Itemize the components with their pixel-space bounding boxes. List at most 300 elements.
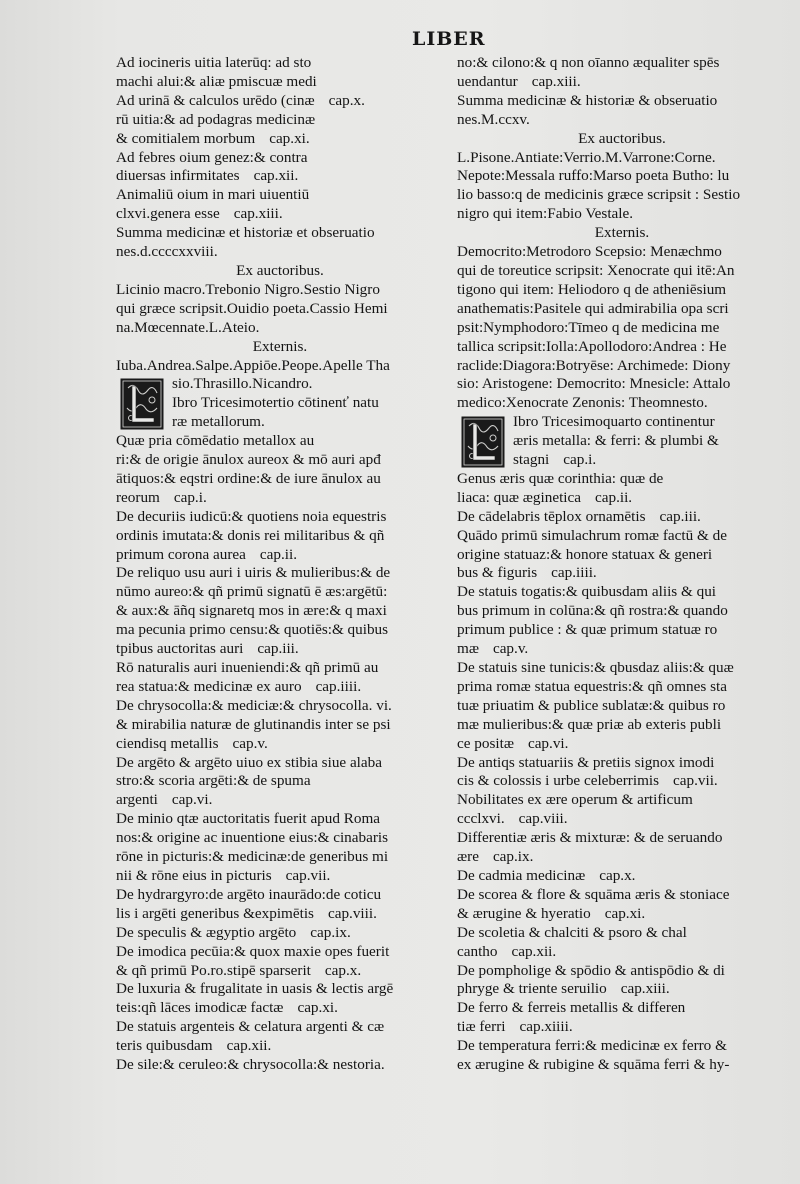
line-text: Iuba.Andrea.Salpe.Appiōe.Peope.Apelle Tha: [116, 356, 390, 374]
chapter-reference: cap.v.: [492, 640, 529, 658]
line-text: tpibus auctoritas auri: [116, 640, 244, 658]
index-entry: [457, 886, 787, 905]
chapter-reference: cap.xi.: [604, 904, 646, 922]
index-entry: [116, 167, 444, 186]
line-text: ex ærugine & rubigine & squāma ferri & hy-: [457, 1056, 730, 1074]
text-line: [116, 527, 444, 546]
line-text: nos:& origine ac inuentione eius:& cinabaris: [116, 829, 389, 847]
text-line: [457, 243, 787, 262]
index-entry: [116, 640, 444, 659]
chapter-reference: cap.ii.: [259, 545, 297, 563]
text-line: [457, 527, 787, 546]
line-text: argenti: [116, 791, 158, 809]
text-line: [116, 300, 444, 319]
text-line: [457, 583, 787, 602]
line-text: Summa medicinæ et historiæ et obseruatio: [116, 224, 375, 242]
text-line: [116, 602, 444, 621]
text-line: [457, 735, 787, 754]
line-text: ciendisq metallis: [116, 734, 219, 752]
line-text: De statuis sine tunicis:& qbusdaz aliis:& quæ: [457, 659, 734, 676]
chapter-reference: cap.xii.: [226, 1037, 272, 1055]
chapter-reference: cap.vi.: [527, 734, 569, 752]
text-line: [457, 546, 787, 565]
line-text: sio.Thrasillo.Nicandro.: [172, 375, 313, 393]
line-text: æris metalla: & ferri: & plumbi &: [513, 432, 719, 450]
index-entry: [116, 735, 444, 754]
index-entry: [457, 980, 787, 999]
text-line: [116, 905, 444, 924]
text-line: [116, 848, 444, 867]
index-entry: [116, 980, 444, 999]
line-text: De hydrargyro:de argēto inaurādo:de coticu: [116, 885, 382, 903]
text-line: [457, 886, 787, 905]
text-line: [457, 394, 787, 413]
line-text: Ibro Tricesimoquarto continentur: [513, 413, 715, 431]
section-heading: Externis.: [594, 224, 650, 242]
chapter-reference: cap.iiii.: [315, 677, 362, 695]
text-line: [116, 924, 444, 943]
chapter-reference: cap.x.: [328, 91, 365, 109]
text-line: [116, 943, 444, 962]
text-line: [457, 1037, 787, 1056]
text-line: [116, 149, 444, 168]
line-text: De cadmia medicinæ: [457, 866, 586, 884]
index-entry: [457, 659, 787, 735]
line-text: ri:& de origie ānulox aureox & mō auri apđ: [116, 451, 381, 469]
line-text: mæ: [457, 640, 479, 658]
line-text: & ærugine & hyeratio: [457, 904, 591, 922]
text-line: [116, 451, 444, 470]
line-text: De argēto & argēto uiuo ex stibia siue alaba: [116, 753, 382, 771]
book-heading: [457, 413, 787, 470]
text-line: [457, 300, 787, 319]
text-line: [457, 357, 787, 376]
index-entry: [457, 1018, 787, 1037]
line-text: nii & rōne eius in picturis: [116, 866, 272, 884]
text-line: [457, 602, 787, 621]
line-text: ære: [457, 848, 479, 866]
index-entry: [116, 432, 444, 489]
line-text: Quādo primū simulachrum romæ factū & de: [457, 526, 727, 544]
index-entry: [116, 697, 444, 735]
line-text: rū uitia:& ad podagras medicinæ: [116, 110, 316, 128]
line-text: Ad iocineris uitia laterūq: ad sto: [116, 54, 312, 71]
line-text: tigono qui item: Heliodoro q de atheniēsium: [457, 280, 727, 298]
line-text: Summa medicinæ & historiæ & obseruatio: [457, 91, 718, 109]
text-line: [116, 92, 444, 111]
text-line: [116, 564, 444, 583]
line-text: & comitialem morbum: [116, 129, 256, 147]
line-text: nes.M.ccxv.: [457, 110, 530, 128]
line-text: sio: Aristogene: Democrito: Mnesicle: Attalo: [457, 375, 731, 393]
line-text: nigro qui item:Fabio Vestale.: [457, 205, 634, 223]
text-line: [457, 319, 787, 338]
text-line: [116, 1018, 444, 1037]
text-line: [457, 999, 787, 1018]
line-text: & aux:& āñq signaretq mos in ære:& q maxi: [116, 602, 387, 620]
text-line: [116, 659, 444, 678]
text-line: [457, 716, 787, 735]
text-line: [116, 167, 444, 186]
line-text: tiæ ferri: [457, 1018, 506, 1036]
text-line: [457, 111, 787, 130]
index-entry: [116, 659, 444, 678]
text-line: [513, 413, 787, 432]
section-heading: Ex auctoribus.: [236, 261, 324, 279]
book-heading: [116, 375, 444, 432]
text-line: [457, 848, 787, 867]
line-text: teris quibusdam: [116, 1037, 213, 1055]
line-text: teis:qñ lāces imodicæ factæ: [116, 999, 284, 1017]
text-line: [116, 640, 444, 659]
text-line: [116, 583, 444, 602]
text-line: [457, 167, 787, 186]
index-entry: [116, 810, 444, 867]
text-line: [457, 149, 787, 168]
line-text: De statuis argenteis & celatura argenti & cæ: [116, 1018, 385, 1036]
index-entry: [457, 564, 787, 583]
line-text: Nobilitates ex ære operum & artificum: [457, 791, 693, 809]
chapter-reference: cap.xiii.: [233, 205, 283, 223]
text-line: [116, 867, 444, 886]
line-text: De chrysocolla:& mediciæ:& chrysocolla. vi.: [116, 696, 392, 714]
text-line: [457, 1018, 787, 1037]
line-text: tuæ priuatim & publice sublatæ:& quibus ro: [457, 696, 726, 714]
index-entry: [116, 1037, 444, 1056]
index-entry: [457, 527, 787, 565]
line-text: ccclxvi.: [457, 810, 505, 828]
index-entry: [116, 867, 444, 886]
text-line: [116, 205, 444, 224]
chapter-reference: cap.iii.: [659, 507, 701, 525]
chapter-reference: cap.iiii.: [551, 564, 597, 582]
text-line: [116, 111, 444, 130]
text-line: [457, 470, 787, 489]
index-entry: [116, 886, 444, 905]
text-line: [457, 697, 787, 716]
index-entry: [457, 470, 787, 489]
line-text: De temperatura ferri:& medicinæ ex ferro &: [457, 1037, 727, 1055]
index-entry: [457, 54, 787, 73]
text-line: [116, 980, 444, 999]
line-text: Differentiæ æris & mixturæ: & de seruando: [457, 829, 723, 847]
line-text: qui græce scripsit.Ouidio poeta.Cassio Hemi: [116, 299, 388, 317]
text-line: [116, 1056, 444, 1075]
section-heading: Externis.: [252, 337, 308, 355]
decorated-initial-l-icon: [461, 416, 505, 468]
text-line: [116, 829, 444, 848]
text-line: [457, 754, 787, 773]
index-entry: [116, 1018, 444, 1037]
text-line: [116, 432, 444, 451]
text-line: [116, 886, 444, 905]
text-line: [457, 262, 787, 281]
line-text: Genus æris quæ corinthia: quæ de: [457, 469, 664, 487]
text-line: [172, 394, 444, 413]
line-text: anathematis:Pasitele qui admirabilia opa scri: [457, 299, 729, 317]
chapter-reference: cap.xii.: [253, 167, 299, 185]
text-line: [116, 130, 444, 149]
line-text: Rō naturalis auri inueniendi:& qñ primū au: [116, 659, 379, 676]
line-text: Licinio macro.Trebonio Nigro.Sestio Nigro: [116, 280, 380, 298]
line-text: ce positæ: [457, 734, 514, 752]
text-line: [116, 962, 444, 981]
index-entry: [457, 1037, 787, 1075]
line-text: De decuriis iudicū:& quotiens noia equestris: [116, 507, 387, 525]
book-heading-text: [513, 413, 787, 470]
line-text: Quæ pria cōmēdatio metallox au: [116, 432, 315, 450]
text-line: [116, 621, 444, 640]
text-line: [457, 564, 787, 583]
text-line: [116, 1037, 444, 1056]
chapter-reference: cap.vii.: [285, 866, 331, 884]
line-text: & mirabilia naturæ de glutinandis inter se psi: [116, 715, 391, 733]
line-text: cis & colossis i urbe celeberrimis: [457, 772, 660, 790]
index-entry: [116, 281, 444, 338]
index-entry: [116, 357, 444, 376]
text-line: [116, 678, 444, 697]
line-text: bus primum in colūna:& qñ rostra:& quando: [457, 602, 728, 620]
chapter-reference: cap.viii.: [327, 904, 377, 922]
line-text: De statuis togatis:& quibusdam aliis & qui: [457, 583, 717, 601]
index-entry: [116, 943, 444, 962]
index-entry: [116, 791, 444, 810]
book-heading-text: [172, 375, 444, 432]
index-entry: [457, 508, 787, 527]
index-entry: [116, 905, 444, 924]
line-text: ātiquos:& eqstri ordine:& de iure ānulox au: [116, 469, 381, 487]
line-text: liaca: quæ æginetica: [457, 488, 581, 506]
text-line: [116, 281, 444, 300]
index-entry: [457, 962, 787, 981]
text-line: [457, 73, 787, 92]
text-line: [457, 810, 787, 829]
chapter-reference: cap.viii.: [518, 810, 568, 828]
text-line: [116, 546, 444, 565]
text-line: [116, 772, 444, 791]
text-line: [457, 1056, 787, 1075]
index-entry: [457, 999, 787, 1018]
line-text: bus & figuris: [457, 564, 538, 582]
text-line: [116, 243, 444, 262]
chapter-reference: cap.ii.: [595, 488, 633, 506]
index-entry: [116, 508, 444, 546]
text-line: [116, 810, 444, 829]
line-text: diuersas infirmitates: [116, 167, 240, 185]
index-entry: [116, 754, 444, 792]
index-entry: [116, 186, 444, 205]
index-entry: [457, 810, 787, 829]
line-text: De cādelabris tēplox ornamētis: [457, 507, 646, 525]
text-line: [457, 281, 787, 300]
index-entry: [116, 54, 444, 92]
line-text: ordinis imutata:& donis rei militaribus & qñ: [116, 526, 385, 544]
index-entry: [116, 999, 444, 1018]
line-text: psit:Nymphodoro:Tīmeo q de medicina me: [457, 318, 720, 336]
text-line: [116, 73, 444, 92]
line-text: uendantur: [457, 72, 518, 90]
text-line: [457, 54, 787, 73]
index-entry: [116, 92, 444, 111]
line-text: De antiqs statuariis & pretiis signox imodi: [457, 753, 715, 771]
line-text: raclide:Diagora:Botryēse: Archimede: Diony: [457, 356, 731, 374]
line-text: prima romæ statua equestris:& qñ omnes sta: [457, 677, 727, 695]
line-text: rea statua:& medicinæ ex auro: [116, 677, 302, 695]
line-text: primum corona aurea: [116, 545, 246, 563]
text-line: [457, 867, 787, 886]
text-line: [457, 640, 787, 659]
line-text: reorum: [116, 488, 160, 506]
chapter-reference: cap.ix.: [310, 923, 351, 941]
line-text: clxvi.genera esse: [116, 205, 220, 223]
text-line: [116, 470, 444, 489]
index-entry: [457, 867, 787, 886]
line-text: phryge & triente seruilio: [457, 980, 607, 998]
index-entry: [457, 489, 787, 508]
chapter-reference: cap.i.: [173, 488, 207, 506]
text-line: [457, 962, 787, 981]
index-entry: [116, 111, 444, 130]
index-entry: [457, 243, 787, 413]
index-entry: [457, 73, 787, 92]
text-line: [457, 829, 787, 848]
index-entry: [116, 205, 444, 224]
line-text: lio basso:q de medicinis græce scripsit : Sestio: [457, 186, 741, 204]
index-entry: [457, 735, 787, 754]
text-line: [457, 980, 787, 999]
index-entry: [457, 640, 787, 659]
line-text: stagni: [513, 451, 550, 469]
text-line: [457, 905, 787, 924]
index-entry: [116, 924, 444, 943]
text-line: [457, 772, 787, 791]
text-line: [116, 224, 444, 243]
line-text: tallica scripsit:Iolla:Apollodoro:Andrea : He: [457, 337, 727, 355]
line-text: Ad urinā & calculos urēdo (cinæ: [116, 91, 315, 109]
line-text: De imodica pecūia:& quox maxie opes fuerit: [116, 942, 390, 960]
line-text: nūmo aureo:& qñ primū signatū ē æs:argētū:: [116, 583, 388, 601]
text-line: [116, 357, 444, 376]
chapter-reference: cap.vii.: [673, 772, 718, 790]
index-entry: [116, 678, 444, 697]
line-text: De scoletia & chalciti & psoro & chal: [457, 923, 687, 941]
line-text: De pompholige & spōdio & antispōdio & di: [457, 961, 725, 979]
line-text: Nepote:Messala ruffo:Marso poeta Butho: lu: [457, 167, 730, 185]
line-text: origine statuaz:& honore statuax & generi: [457, 545, 713, 563]
text-line: [457, 924, 787, 943]
index-entry: [457, 791, 787, 810]
chapter-reference: cap.v.: [232, 734, 268, 752]
line-text: Animaliū oium in mari uiuentiū: [116, 186, 310, 204]
index-entry: [457, 943, 787, 962]
line-text: medico:Xenocrate Zenonis: Theomnesto.: [457, 394, 708, 412]
text-line: [457, 508, 787, 527]
line-text: machi alui:& aliæ pmiscuæ medi: [116, 72, 317, 90]
chapter-reference: cap.xiiii.: [519, 1018, 573, 1036]
index-entry: [116, 224, 444, 262]
line-text: na.Mœcennate.L.Ateio.: [116, 318, 260, 336]
chapter-reference: cap.x.: [599, 866, 636, 884]
chapter-reference: cap.ix.: [492, 848, 534, 866]
text-line: [172, 413, 444, 432]
text-line: [116, 999, 444, 1018]
text-line: [116, 508, 444, 527]
line-text: De luxuria & frugalitate in uasis & lectis argē: [116, 980, 394, 998]
index-entry: [116, 546, 444, 565]
index-entry: [457, 924, 787, 943]
chapter-reference: cap.xi.: [297, 999, 338, 1017]
chapter-reference: cap.xiii.: [620, 980, 670, 998]
text-line: [457, 375, 787, 394]
chapter-reference: cap.x.: [324, 961, 362, 979]
text-line: [116, 716, 444, 735]
line-text: De reliquo usu auri i uiris & mulieribus:& de: [116, 564, 391, 582]
index-entry: [457, 848, 787, 867]
text-line: [457, 338, 787, 357]
text-line: [457, 621, 787, 640]
line-text: De sile:& ceruleo:& chrysocolla:& nestoria.: [116, 1056, 385, 1074]
line-text: nes.d.ccccxxviii.: [116, 243, 218, 261]
line-text: stro:& scoria argēti:& de spuma: [116, 772, 311, 790]
line-text: De scorea & flore & squāma æris & stoniace: [457, 885, 730, 903]
text-line: [513, 432, 787, 451]
text-line: [116, 489, 444, 508]
line-text: primum publice : & quæ primum statuæ ro: [457, 621, 718, 639]
line-text: Democrito:Metrodoro Scepsio: Menæchmo: [457, 243, 722, 261]
text-line: [457, 678, 787, 697]
index-entry: [457, 829, 787, 848]
text-line: [457, 943, 787, 962]
decorated-initial-l-icon: [120, 378, 164, 430]
chapter-reference: cap.vi.: [171, 791, 213, 809]
text-line: [457, 489, 787, 508]
chapter-reference: cap.iii.: [257, 640, 299, 658]
chapter-reference: cap.xi.: [269, 129, 310, 147]
text-line: [116, 735, 444, 754]
line-text: qui de toreutice scripsit: Xenocrate qui itē:An: [457, 261, 735, 279]
line-text: De ferro & ferreis metallis & differen: [457, 999, 686, 1017]
text-line: [457, 791, 787, 810]
line-text: cantho: [457, 942, 498, 960]
index-entry: [116, 149, 444, 168]
line-text: no:& cilono:& q non oīanno æqualiter spēs: [457, 54, 720, 71]
index-entry: [457, 905, 787, 924]
text-line: [457, 205, 787, 224]
index-entry: [116, 1056, 444, 1075]
text-line: [513, 451, 787, 470]
line-text: De speculis & ægyptio argēto: [116, 923, 297, 941]
index-entry: [457, 754, 787, 773]
line-text: lis i argēti generibus &expimētis: [116, 904, 314, 922]
text-line: [116, 791, 444, 810]
text-line: [457, 92, 787, 111]
index-entry: [457, 92, 787, 130]
line-text: Ad febres oium genez:& contra: [116, 148, 308, 166]
line-text: De minio qtæ auctoritatis fuerit apud Roma: [116, 810, 381, 828]
text-line: [457, 659, 787, 678]
chapter-reference: cap.i.: [563, 451, 597, 469]
line-text: ma pecunia primo censu:& quotiēs:& quibus: [116, 621, 389, 639]
text-line: [116, 697, 444, 716]
line-text: Ibro Tricesimotertio cōtinenť natu: [172, 394, 379, 412]
chapter-reference: cap.xiii.: [531, 72, 581, 90]
right-column: [457, 54, 787, 1075]
index-entry: [116, 962, 444, 981]
section-heading: Ex auctoribus.: [578, 129, 666, 147]
index-entry: [116, 564, 444, 640]
text-line: [116, 186, 444, 205]
text-line: [116, 319, 444, 338]
